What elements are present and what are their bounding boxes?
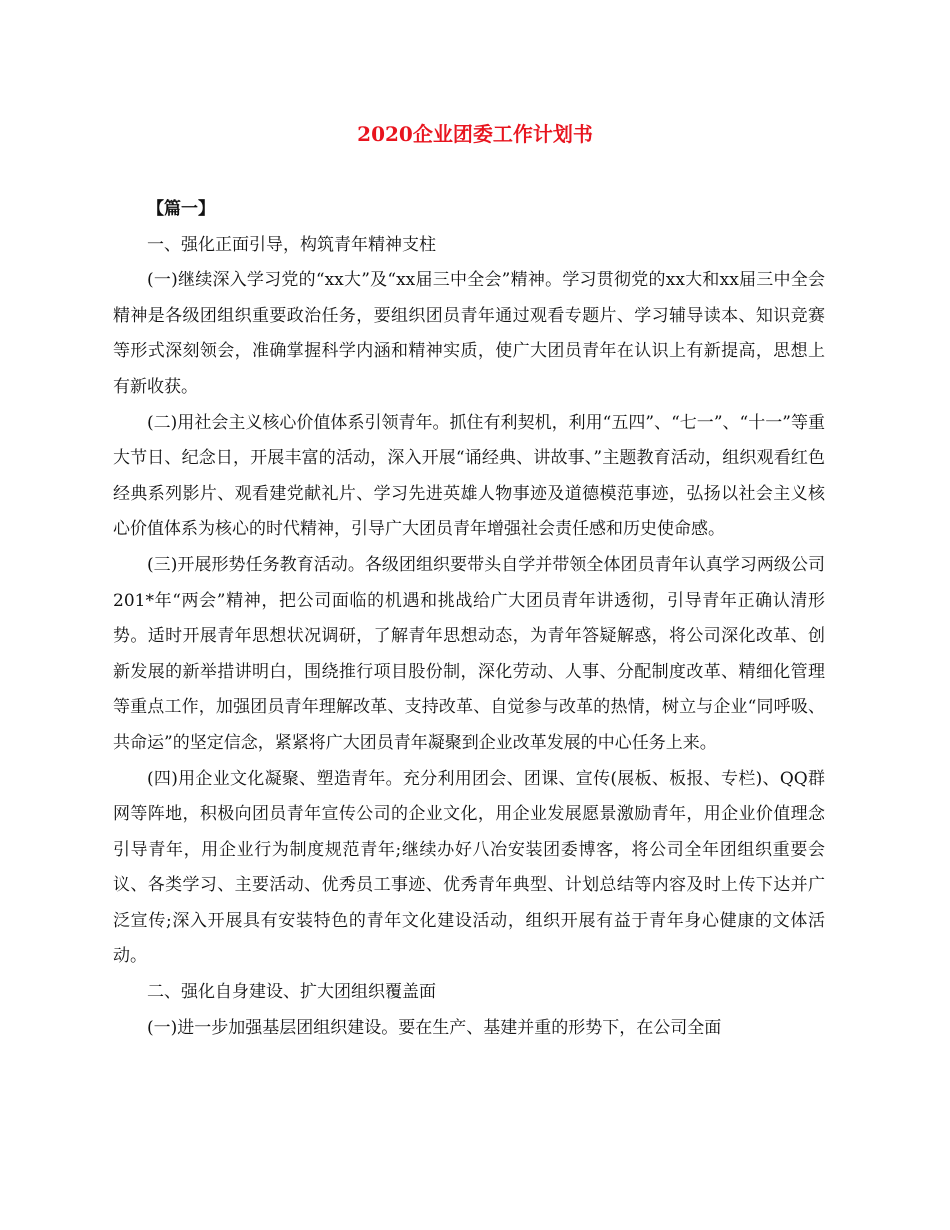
paragraph-1-1: (一)继续深入学习党的“xx大”及“xx届三中全会”精神。学习贯彻党的xx大和xx届三中全会精神是各级团组织重要政治任务，要组织团员青年通过观看专题片、学习辅导读本、知识竞赛等形式深刻领会，准确掌握科学内涵和精神实质，使广大团员青年在认识上有新提高，思想上有新收获。 <box>113 270 825 397</box>
paragraph-2-1: (一)进一步加强基层团组织建设。要在生产、基建并重的形势下，在公司全面 <box>147 1017 722 1038</box>
paragraph-1-2: (二)用社会主义核心价值体系引领青年。抓住有利契机，利用“五四”、“七一”、“十一”等重大节日、纪念日，开展丰富的活动，深入开展“诵经典、讲故事、”主题教育活动，组织观看红色经典系列影片、观看建党献礼片、学习先进英雄人物事迹及道德模范事迹，弘扬以社会主义核心价值体系为核心的时代精神，引导广大团员青年增强社会责任感和历史使命感。 <box>113 412 825 540</box>
section-marker: 【篇一】 <box>147 199 215 219</box>
document-title: 2020企业团委工作计划书 <box>357 122 593 146</box>
section-heading-2: 二、强化自身建设、扩大团组织覆盖面 <box>147 982 436 1003</box>
section-heading-1: 一、强化正面引导，构筑青年精神支柱 <box>147 234 436 255</box>
document-body <box>113 192 825 1046</box>
paragraph-1-3: (三)开展形势任务教育活动。各级团组织要带头自学并带领全体团员青年认真学习两级公司201*年“两会”精神，把公司面临的机遇和挑战给广大团员青年讲透彻，引导青年正确认清形势。适时开展青年思想状况调研，了解青年思想动态，为青年答疑解惑，将公司深化改革、创新发展的新举措讲明白，围绕推行项目股份制，深化劳动、人事、分配制度改革、精细化管理等重点工作，加强团员青年理解改革、支持改革、自觉参与改革的热情，树立与企业“同呼吸、共命运”的坚定信念，紧紧将广大团员青年凝聚到企业改革发展的中心任务上来。 <box>113 554 825 753</box>
paragraph-1-4: (四)用企业文化凝聚、塑造青年。充分利用团会、团课、宣传(展板、板报、专栏)、QQ群网等阵地，积极向团员青年宣传公司的企业文化，用企业发展愿景激励青年，用企业价值理念引导青年，用企业行为制度规范青年;继续办好八冶安装团委博客，将公司全年团组织重要会议、各类学习、主要活动、优秀员工事迹、优秀青年典型、计划总结等内容及时上传下达并广泛宣传;深入开展具有安装特色的青年文化建设活动，组织开展有益于青年身心健康的文体活动。 <box>113 768 825 967</box>
